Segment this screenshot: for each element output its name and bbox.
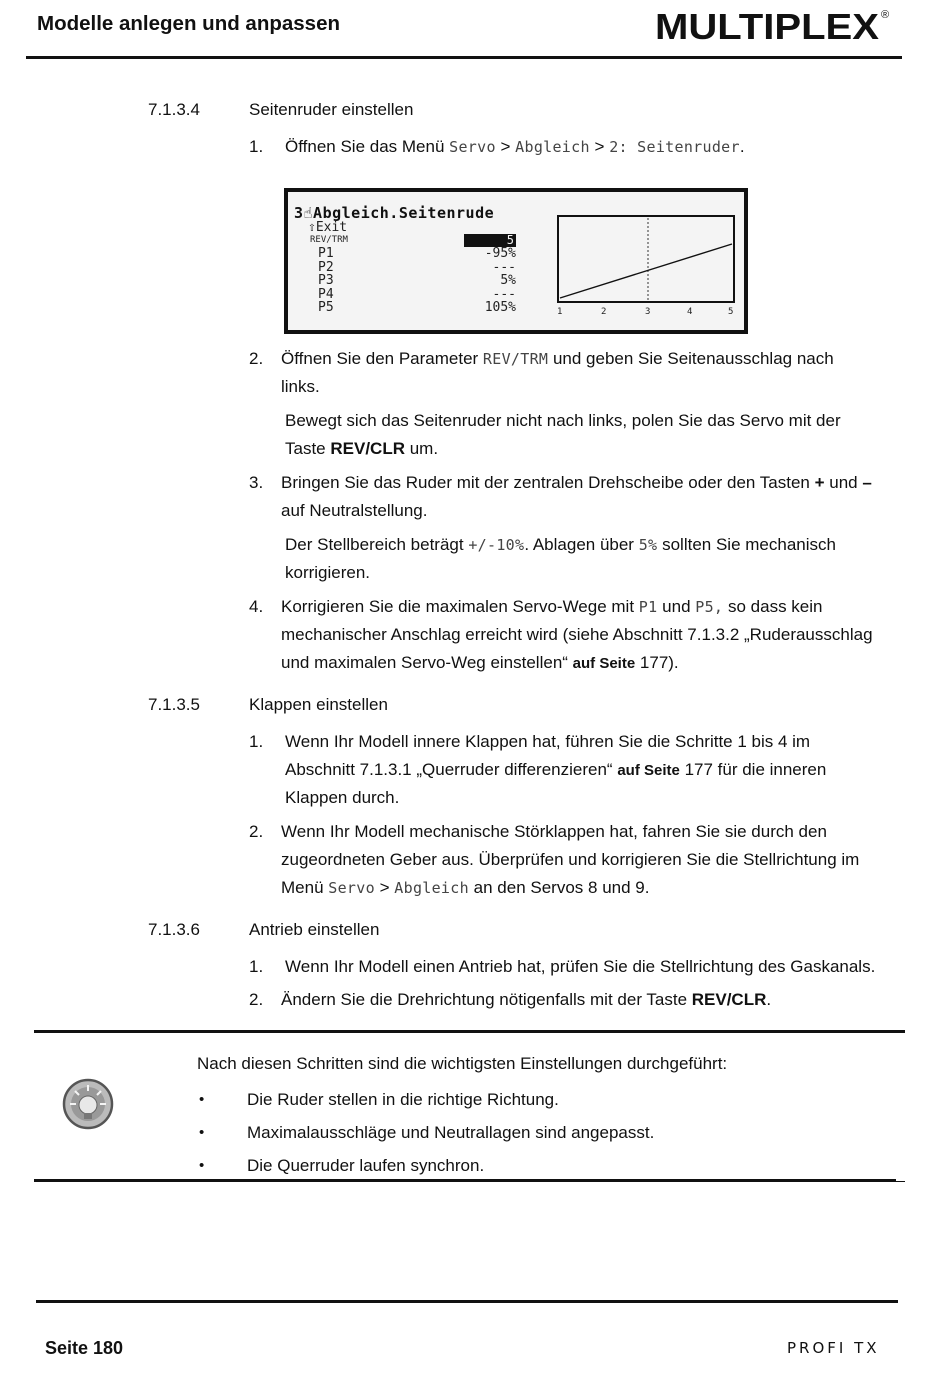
- step-number: 1.: [249, 137, 264, 156]
- logo-registered-mark: ®: [881, 9, 890, 21]
- page-reference: auf Seite: [572, 655, 636, 672]
- section-title: Seitenruder einstellen: [249, 100, 414, 119]
- tip-bullet: Maximalausschläge und Neutrallagen sind angepasst.: [247, 1123, 655, 1142]
- section-number: 7.1.3.5: [148, 695, 200, 714]
- step-text: Wenn Ihr Modell mechanische Störklappen hat, fahren Sie sie durch den: [281, 822, 827, 841]
- step-note: Der Stellbereich beträgt +/-10%. Ablagen über 5% sollten Sie mechanisch: [285, 535, 836, 554]
- step-note: korrigieren.: [285, 563, 371, 582]
- step-text: Öffnen Sie den Parameter REV/TRM und geben Sie Seitenausschlag nach: [281, 349, 834, 368]
- menu-path-abgleich: Abgleich: [515, 138, 590, 156]
- section-number: 7.1.3.4: [148, 100, 200, 119]
- bullet-mark: •: [199, 1124, 205, 1141]
- tip-bullet: Die Querruder laufen synchron.: [247, 1156, 485, 1175]
- step-text: zugeordneten Geber aus. Überprüfen und korrigieren Sie die Stellrichtung im: [281, 850, 860, 869]
- section-title: Antrieb einstellen: [249, 920, 380, 939]
- graph-tick: 2: [601, 307, 607, 317]
- screen-row-label: REV/TRM: [310, 235, 348, 245]
- multiplex-logo: [655, 6, 895, 46]
- tip-rule-tail: [895, 1181, 905, 1182]
- step-number: 2.: [249, 990, 264, 1009]
- key-rev-clr: REV/CLR: [691, 990, 767, 1009]
- menu-path-servo: Servo: [449, 138, 496, 156]
- step-note: Taste REV/CLR um.: [285, 439, 439, 458]
- screen-title: 3☝Abgleich.Seitenrude: [294, 204, 495, 222]
- step-number: 1.: [249, 732, 264, 751]
- tip-rule-top: [34, 1030, 905, 1033]
- screen-row-labels: P1 P2 P3 P4 P5: [318, 246, 334, 315]
- page-number: Seite 180: [45, 1338, 124, 1358]
- step-text: auf Neutralstellung.: [281, 501, 428, 520]
- page-reference: auf Seite: [617, 762, 680, 779]
- step-text: Abschnitt 7.1.3.1 „Querruder differenzieren“ auf Seite 177 für die inneren: [285, 760, 827, 779]
- section-title: Klappen einstellen: [249, 695, 388, 714]
- tip-rule-bottom: [34, 1179, 896, 1182]
- page-header-title: Modelle anlegen und anpassen: [37, 12, 341, 35]
- key-rev-clr: REV/CLR: [330, 439, 405, 458]
- tip-intro: Nach diesen Schritten sind die wichtigsten Einstellungen durchgeführt:: [197, 1054, 728, 1073]
- footer-rule: [36, 1300, 898, 1303]
- graph-tick: 4: [687, 307, 693, 317]
- screen-row-value-selected: 5: [464, 234, 516, 247]
- lightbulb-icon: [60, 1076, 116, 1132]
- screen-exit: ⇧Exit: [308, 220, 348, 235]
- product-name: PROFI TX: [787, 1339, 880, 1357]
- param-rev-trm: REV/TRM: [482, 350, 549, 368]
- section-number: 7.1.3.6: [148, 920, 200, 939]
- step-text: Ändern Sie die Drehrichtung nötigenfalls mit der Taste REV/CLR.: [281, 990, 772, 1009]
- bullet-mark: •: [199, 1091, 205, 1108]
- graph-tick: 3: [645, 307, 651, 317]
- graph-tick: 5: [728, 307, 734, 317]
- graph-tick: 1: [557, 307, 563, 317]
- step-text: und maximalen Servo-Weg einstellen“ auf Seite 177).: [281, 653, 679, 672]
- bullet-mark: •: [199, 1157, 205, 1174]
- step-text: Bringen Sie das Ruder mit der zentralen Drehscheibe oder den Tasten + und –: [281, 473, 872, 492]
- step-text: Wenn Ihr Modell einen Antrieb hat, prüfen Sie die Stellrichtung des Gaskanals.: [285, 957, 876, 976]
- step-text: mechanischer Anschlag erreicht wird (siehe Abschnitt 7.1.3.2 „Ruderausschlag: [281, 625, 873, 644]
- step-text: links.: [281, 377, 320, 396]
- tip-bullet: Die Ruder stellen in die richtige Richtung.: [247, 1090, 559, 1109]
- step-text: Wenn Ihr Modell innere Klappen hat, führen Sie die Schritte 1 bis 4 im: [285, 732, 811, 751]
- step-number: 2.: [249, 349, 264, 368]
- step-text: Öffnen Sie das Menü Servo > Abgleich > 2: Seitenruder.: [285, 137, 745, 156]
- menu-path-seitenruder: 2: Seitenruder: [609, 138, 740, 156]
- transmitter-screen: [284, 188, 748, 334]
- step-number: 1.: [249, 957, 264, 976]
- header-rule: [26, 56, 902, 59]
- exit-arrow-icon: ⇧: [308, 220, 316, 235]
- step-number: 3.: [249, 473, 264, 492]
- step-text: Klappen durch.: [285, 788, 400, 807]
- step-number: 4.: [249, 597, 264, 616]
- logo-text: MULTIPLEX: [655, 6, 879, 46]
- screen-row-values: -95% --- 5% --- 105%: [484, 246, 516, 315]
- servo-curve-graph: [556, 214, 740, 318]
- step-text: Menü Servo > Abgleich an den Servos 8 und 9.: [281, 878, 650, 897]
- step-number: 2.: [249, 822, 264, 841]
- step-text: Korrigieren Sie die maximalen Servo-Wege mit P1 und P5, so dass kein: [281, 597, 823, 616]
- step-note: Bewegt sich das Seitenruder nicht nach links, polen Sie das Servo mit der: [285, 411, 841, 430]
